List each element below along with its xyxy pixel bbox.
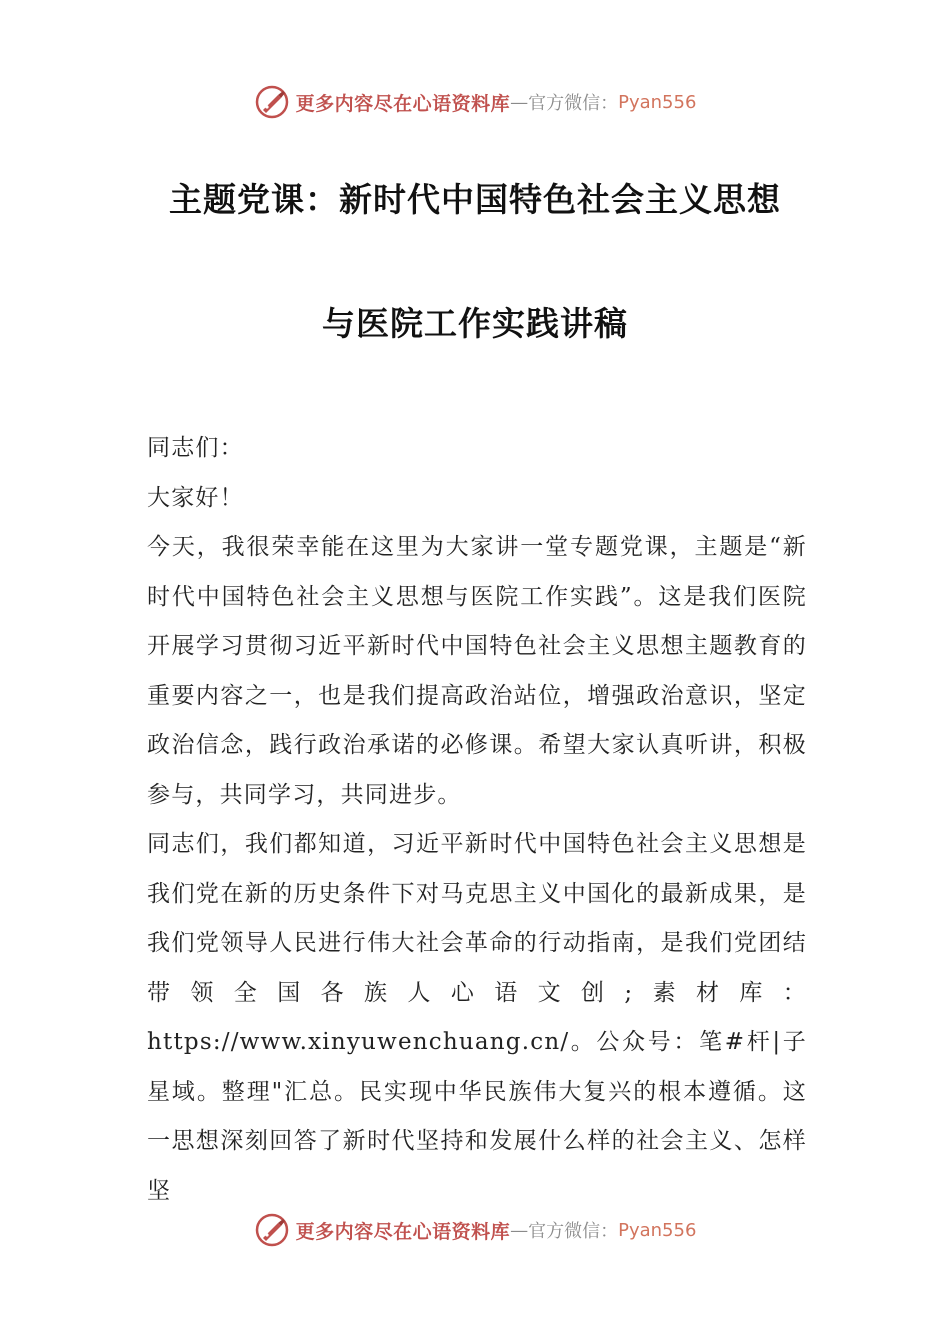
- header-banner: [0, 82, 950, 122]
- document-title-line-2: 与医院工作实践讲稿: [322, 304, 628, 343]
- greeting: 大家好！: [147, 484, 244, 511]
- banner-wechat-id: Pyan556: [618, 91, 697, 113]
- banner-main-text: 更多内容尽在心语资料库: [295, 1220, 511, 1243]
- salutation: 同志们：: [147, 435, 244, 461]
- paragraph-1: 今天，我很荣幸能在这里为大家讲一堂专题党课，主题是“新时代中国特色社会主义思想与医院工作实践”。这是我们医院开展学习贯彻习近平新时代中国特色社会主义思想主题教育的重要内容之一，也是我们提高政治站位，增强政治意识，坚定政治信念，践行政治承诺的必修课。希望大家认真听讲，积极参与，共同学习，共同进步。: [147, 534, 807, 808]
- footer-banner: [0, 1210, 950, 1250]
- banner-dash: —: [510, 1219, 529, 1241]
- banner-sub-text: 官方微信：: [528, 93, 619, 114]
- banner-main-text: 更多内容尽在心语资料库: [295, 92, 511, 115]
- banner-dash: —: [510, 91, 529, 113]
- pen-logo-icon: [254, 1212, 290, 1248]
- document-title-line-1: 主题党课：新时代中国特色社会主义思想: [169, 180, 781, 219]
- document-body: [147, 424, 807, 1216]
- banner-sub-text: 官方微信：: [528, 1221, 619, 1242]
- banner-wechat-id: Pyan556: [618, 1219, 697, 1241]
- paragraph-2: 同志们，我们都知道，习近平新时代中国特色社会主义思想是我们党在新的历史条件下对马克思主义中国化的最新成果，是我们党领导人民进行伟大社会革命的行动指南，是我们党团结带领全国各族人心语文创;素材库：https://www.xinyuwenchuang.cn/。公众号：笔#杆|子星域。整理"汇总。民实现中华民族伟大复兴的根本遵循。这一思想深刻回答了新时代坚持和发展什么样的社会主义、怎样坚: [147, 831, 807, 1204]
- pen-logo-icon: [254, 84, 290, 120]
